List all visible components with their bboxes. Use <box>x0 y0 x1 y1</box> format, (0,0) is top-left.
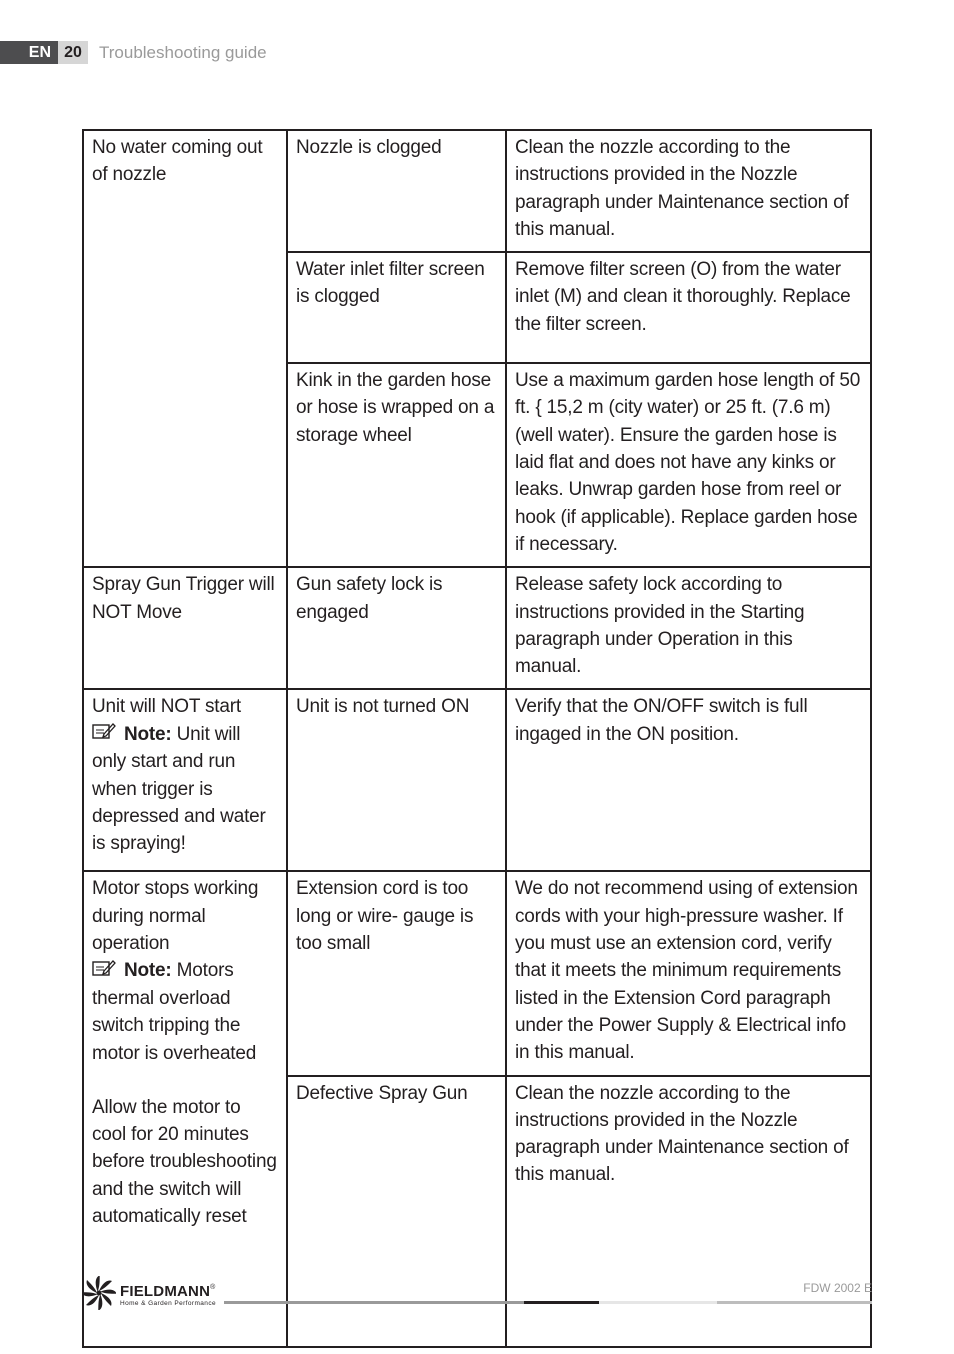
table-row <box>83 871 871 1075</box>
solution-cell: Remove filter screen (O) from the water inlet (M) and clean it thoroughly. Replace the filter screen. <box>506 252 871 363</box>
page-footer <box>82 1276 872 1316</box>
footer-rule <box>524 1301 599 1304</box>
cause-cell: Kink in the garden hose or hose is wrapped on a storage wheel <box>287 363 506 567</box>
footer-rule <box>224 1301 524 1304</box>
cause-cell: Water inlet filter screen is clogged <box>287 252 506 363</box>
footer-rule <box>717 1301 872 1304</box>
cause-cell: Defective Spray Gun <box>287 1076 506 1347</box>
solution-cell: We do not recommend using of extension cords with your high-pressure washer. If you must use an extension cord, verify that it meets the minimum requirements listed in the Extension Cord paragraph under the Power Supply & Electrical info in this manual. <box>506 871 871 1075</box>
paragraph-spacer <box>92 1067 278 1094</box>
brand-logo <box>82 1276 216 1315</box>
note-label: Note: <box>124 723 172 745</box>
problem-title: Unit will NOT start <box>92 696 241 718</box>
note-text: Unit will only start and run when trigger is depressed and water is spraying! <box>92 723 266 855</box>
cause-cell: Extension cord is too long or wire- gauge is too small <box>287 871 506 1075</box>
solution-cell: Use a maximum garden hose length of 50 ft. { 15,2 m (city water) or 25 ft. (7.6 m) (well water). Ensure the garden hose is laid flat and does not have any kinks or leaks. Unwrap garden hose from reel or hook (if applicable). Replace garden hose if necessary. <box>506 363 871 567</box>
footer-rule <box>599 1301 717 1304</box>
solution-cell: Verify that the ON/OFF switch is full ingaged in the ON position. <box>506 689 871 871</box>
brand-name: FIELDMANN <box>120 1282 211 1300</box>
solution-cell: Clean the nozzle according to the instructions provided in the Nozzle paragraph under Maintenance section of this manual. <box>506 130 871 252</box>
solution-cell: Release safety lock according to instructions provided in the Starting paragraph under Operation in this manual. <box>506 567 871 689</box>
model-number: FDW 2002 E <box>803 1281 872 1295</box>
page-number: 20 <box>58 41 88 64</box>
brand-mark: ® <box>210 1283 216 1291</box>
cause-cell: Unit is not turned ON <box>287 689 506 871</box>
problem-title: Motor stops working during normal operation <box>92 878 259 955</box>
problem-text: No water coming out of nozzle <box>92 137 263 186</box>
table-row <box>83 689 871 871</box>
note-label: Note: <box>124 960 172 982</box>
language-badge: EN <box>0 41 58 64</box>
table-row <box>83 130 871 252</box>
fan-logo-icon <box>82 1276 116 1315</box>
solution-cell: Clean the nozzle according to the instructions provided in the Nozzle paragraph under Maintenance section of this manual. <box>506 1076 871 1347</box>
section-title: Troubleshooting guide <box>99 42 267 62</box>
table-row <box>83 567 871 689</box>
problem-cell <box>83 130 287 567</box>
note-text: Motors thermal overload switch tripping the motor is overheated <box>92 960 257 1064</box>
note-icon <box>92 958 116 985</box>
problem-cell <box>83 689 287 871</box>
page-header <box>0 41 267 64</box>
troubleshooting-table <box>82 129 872 1348</box>
cause-cell: Gun safety lock is engaged <box>287 567 506 689</box>
brand-tagline: Home & Garden Performance <box>120 1299 216 1307</box>
problem-cell <box>83 567 287 689</box>
note-icon <box>92 721 116 748</box>
problem-text: Spray Gun Trigger will NOT Move <box>92 574 275 623</box>
problem-extra: Allow the motor to cool for 20 minutes before troubleshooting and the switch will automatically reset <box>92 1096 277 1228</box>
cause-cell: Nozzle is clogged <box>287 130 506 252</box>
